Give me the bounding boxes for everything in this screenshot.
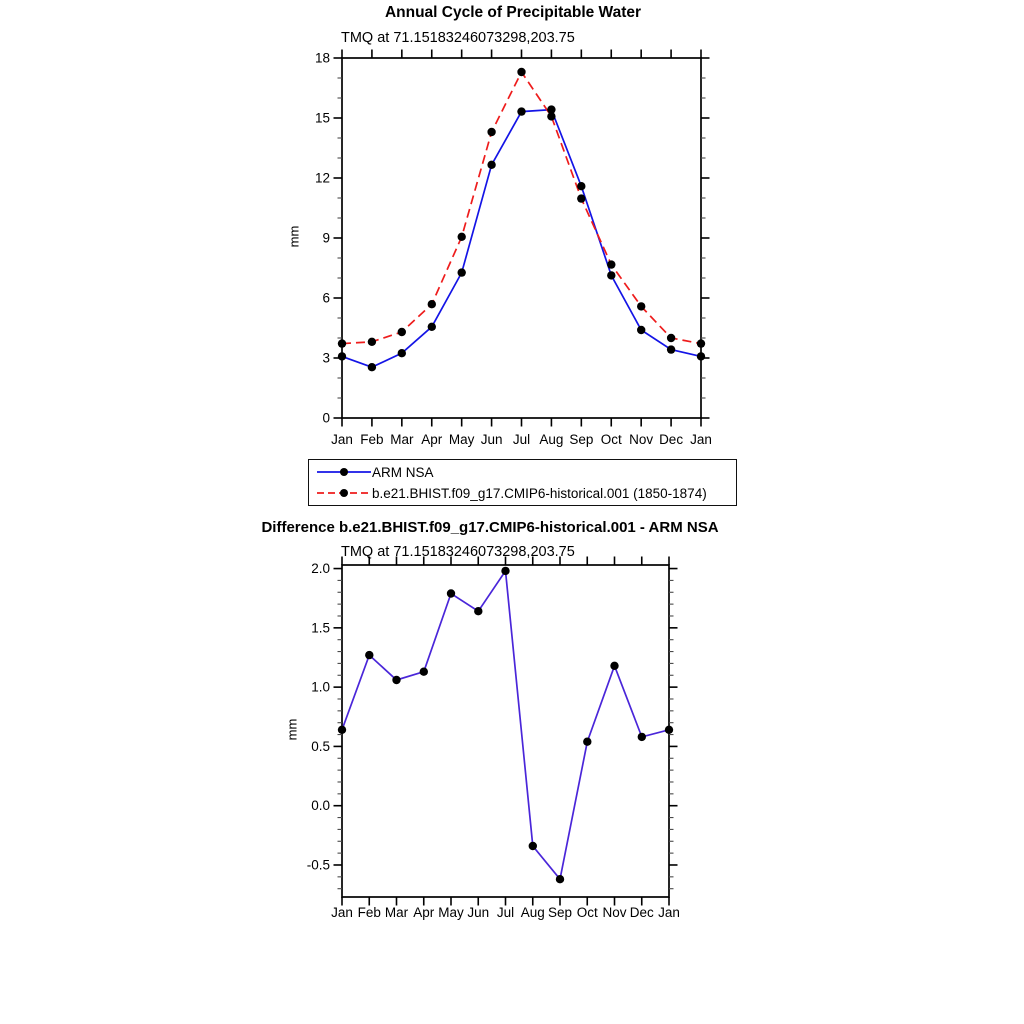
y-tick-label: 12 [314, 170, 330, 186]
data-point-marker [665, 726, 673, 734]
data-point-marker [637, 326, 645, 334]
y-tick-label: 0.5 [311, 738, 330, 754]
x-tick-label: Aug [520, 905, 545, 920]
legend-sample-marker [340, 468, 348, 476]
x-tick-label: Mar [390, 432, 414, 447]
series-line [342, 571, 669, 879]
data-point-marker [398, 328, 406, 336]
data-point-marker [338, 726, 346, 734]
difference-chart-subtitle: TMQ at 71.15183246073298,203.75 [341, 544, 575, 560]
x-tick-label: Jan [690, 432, 712, 447]
data-point-marker [529, 842, 537, 850]
data-point-marker [556, 875, 564, 883]
x-tick-label: Jan [331, 432, 353, 447]
x-tick-label: Apr [421, 432, 443, 447]
x-tick-label: Oct [576, 905, 598, 920]
x-tick-label: Oct [600, 432, 622, 447]
y-tick-label: 6 [322, 290, 330, 306]
data-point-marker [474, 607, 482, 615]
data-point-marker [398, 349, 406, 357]
data-point-marker [667, 345, 675, 353]
y-tick-label: 3 [322, 350, 330, 366]
legend-line-sample-solid-blue [316, 466, 372, 478]
x-tick-label: Sep [547, 905, 573, 920]
data-point-marker [458, 268, 466, 276]
legend-label-model: b.e21.BHIST.f09_g17.CMIP6-historical.001 (1850-1874) [372, 485, 707, 501]
difference-chart-title: Difference b.e21.BHIST.f09_g17.CMIP6-historical.001 - ARM NSA [261, 519, 719, 536]
data-point-marker [365, 651, 373, 659]
data-point-marker [610, 662, 618, 670]
data-point-marker [368, 338, 376, 346]
data-point-marker [577, 182, 585, 190]
data-point-marker [487, 161, 495, 169]
x-tick-label: Feb [360, 432, 384, 447]
x-tick-label: Dec [629, 905, 654, 920]
data-point-marker [368, 363, 376, 371]
data-point-marker [638, 733, 646, 741]
legend-row-arm-nsa [316, 463, 736, 481]
plot-frame [342, 565, 669, 897]
x-tick-label: Jun [480, 432, 503, 447]
data-point-marker [547, 112, 555, 120]
x-tick-label: Jul [512, 432, 531, 447]
legend-line-sample-dashed-red [316, 487, 372, 499]
x-tick-label: May [438, 905, 464, 920]
x-tick-label: Jan [658, 905, 680, 920]
annual-cycle-chart [315, 50, 712, 448]
data-point-marker [420, 668, 428, 676]
data-point-marker [697, 339, 705, 347]
data-point-marker [667, 334, 675, 342]
data-point-marker [583, 738, 591, 746]
difference-chart [307, 557, 680, 921]
data-point-marker [517, 68, 525, 76]
data-point-marker [577, 194, 585, 202]
y-tick-label: 1.5 [311, 620, 330, 636]
x-tick-label: Apr [413, 905, 435, 920]
data-point-marker [607, 271, 615, 279]
y-tick-label: 9 [322, 230, 330, 246]
legend-row-model [316, 484, 736, 502]
x-tick-label: May [448, 432, 475, 447]
data-point-marker [447, 589, 455, 597]
data-point-marker [338, 352, 346, 360]
y-tick-label: 1.0 [311, 679, 330, 695]
data-point-marker [392, 676, 400, 684]
legend-sample-marker [340, 489, 348, 497]
y-tick-label: 15 [314, 110, 330, 126]
legend-box [308, 459, 737, 506]
x-tick-label: Sep [569, 432, 594, 447]
data-point-marker [517, 107, 525, 115]
data-point-marker [458, 233, 466, 241]
x-tick-label: Nov [629, 432, 654, 447]
y-tick-label: 18 [314, 50, 330, 66]
data-point-marker [428, 323, 436, 331]
data-point-marker [487, 128, 495, 136]
data-point-marker [607, 260, 615, 268]
x-tick-label: Feb [357, 905, 381, 920]
x-tick-label: Jan [331, 905, 353, 920]
x-tick-label: Aug [539, 432, 564, 447]
top-chart-subtitle: TMQ at 71.15183246073298,203.75 [341, 30, 575, 46]
x-tick-label: Jun [467, 905, 490, 920]
data-point-marker [428, 300, 436, 308]
y-tick-label: 0 [322, 410, 330, 426]
x-tick-label: Nov [602, 905, 627, 920]
top-chart-title: Annual Cycle of Precipitable Water [384, 4, 642, 21]
top-chart-y-axis-label: mm [286, 225, 302, 248]
x-tick-label: Jul [496, 905, 515, 920]
difference-chart-y-axis-label: mm [284, 718, 300, 741]
data-point-marker [501, 567, 509, 575]
y-tick-label: -0.5 [306, 857, 330, 873]
legend-label-arm-nsa: ARM NSA [372, 464, 434, 480]
data-point-marker [637, 302, 645, 310]
data-point-marker [697, 352, 705, 360]
series-line [342, 110, 701, 368]
data-point-marker [338, 339, 346, 347]
x-tick-label: Dec [659, 432, 684, 447]
y-tick-label: 2.0 [311, 561, 330, 577]
x-tick-label: Mar [384, 905, 409, 920]
y-tick-label: 0.0 [311, 798, 330, 814]
